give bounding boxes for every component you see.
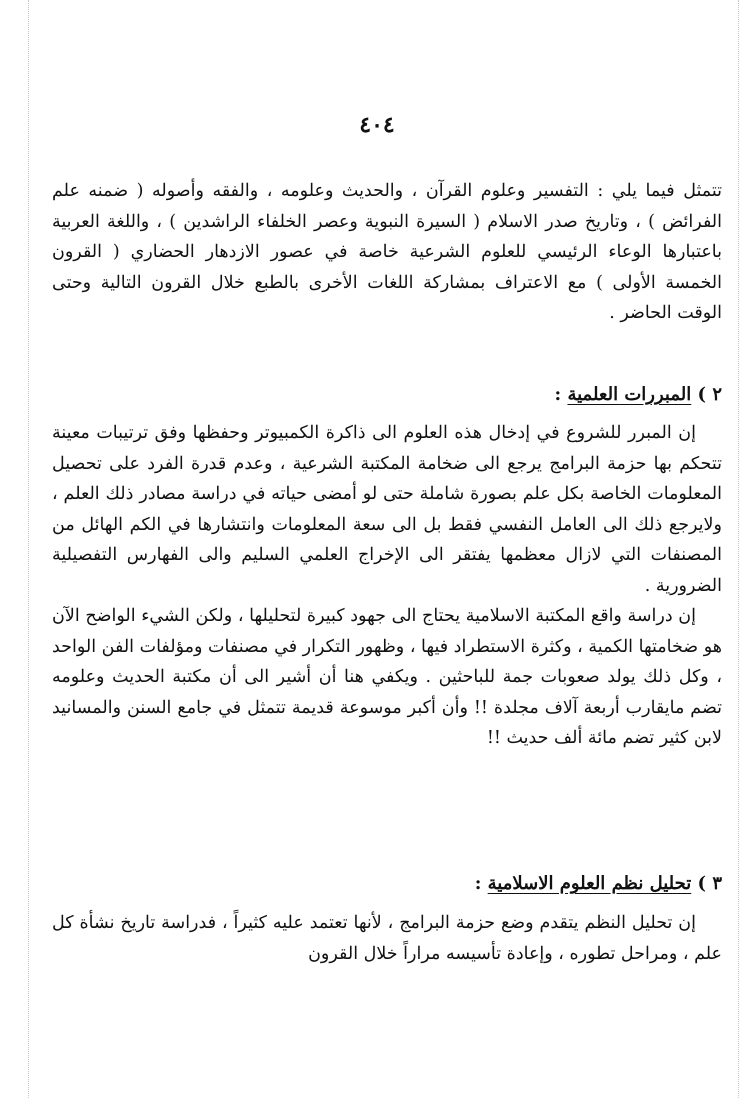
page-number: ٤٠٤	[359, 112, 395, 138]
section-2-heading	[52, 384, 722, 405]
section-3-body	[52, 908, 722, 969]
section-3-heading	[52, 873, 722, 894]
paragraph: إن دراسة واقع المكتبة الاسلامية يحتاج الى جهود كبيرة لتحليلها ، ولكن الشيء الواضح الآن هو ضخامتها الكمية ، وكثرة الاستطراد فيها ، وظهور التكرار في مصنفات ومؤلفات الفن الواحد ، وكل ذلك يولد صعوبات جمة للباحثين . ويكفي هنا أن أشير الى أن مكتبة الحديث وعلومه تضم مايقارب أربعة آلاف مجلدة !! وأن أكبر موسوعة قديمة تتمثل في جامع السنن والمسانيد لابن كثير تضم مائة ألف حديث !!	[52, 606, 722, 748]
section-2-body	[52, 418, 722, 754]
right-margin-guide	[738, 0, 739, 1098]
section-title: المبررات العلمية	[567, 384, 692, 405]
section-title-colon: :	[554, 384, 562, 405]
left-margin-guide	[28, 0, 29, 1098]
paragraph: إن تحليل النظم يتقدم وضع حزمة البرامج ، لأنها تعتمد عليه كثيراً ، فدراسة تاريخ نشأة كل علم ، ومراحل تطوره ، وإعادة تأسيسه مراراً خلال القرون	[52, 913, 722, 964]
section-title-colon: :	[474, 873, 482, 894]
section-number: ٣ )	[697, 873, 722, 894]
intro-text-block	[52, 176, 722, 329]
paragraph: إن المبرر للشروع في إدخال هذه العلوم الى ذاكرة الكمبيوتر وحفظها وفق ترتيبات معينة تتحكم بها حزمة البرامج يرجع الى ضخامة المكتبة الشرعية ، وعدم قدرة الفرد على تحصيل المعلومات الخاصة بكل علم بصورة شاملة حتى لو أمضى حياته في دراسة مصادر ذلك العلم ، ولايرجع ذلك الى العامل النفسي فقط بل الى سعة المعلومات وانتشارها في الكم الهائل من المصنفات التي لازال معظمها يفتقر الى الإخراج العلمي السليم والى الفهارس التفصيلية الضرورية .	[52, 423, 722, 596]
paragraph: تتمثل فيما يلي : التفسير وعلوم القرآن ، والحديث وعلومه ، والفقه وأصوله ( ضمنه علم الفرائض ) ، وتاريخ صدر الاسلام ( السيرة النبوية وعصر الخلفاء الراشدين ) ، واللغة العربية باعتبارها الوعاء الرئيسي للعلوم الشرعية خاصة في عصور الازدهار الحضاري ( القرون الخمسة الأولى ) مع الاعتراف بمشاركة اللغات الأخرى بالطبع خلال القرون التالية وحتى الوقت الحاضر .	[52, 181, 722, 323]
section-title: تحليل نظم العلوم الاسلامية	[487, 873, 692, 894]
section-number: ٢ )	[697, 384, 722, 405]
